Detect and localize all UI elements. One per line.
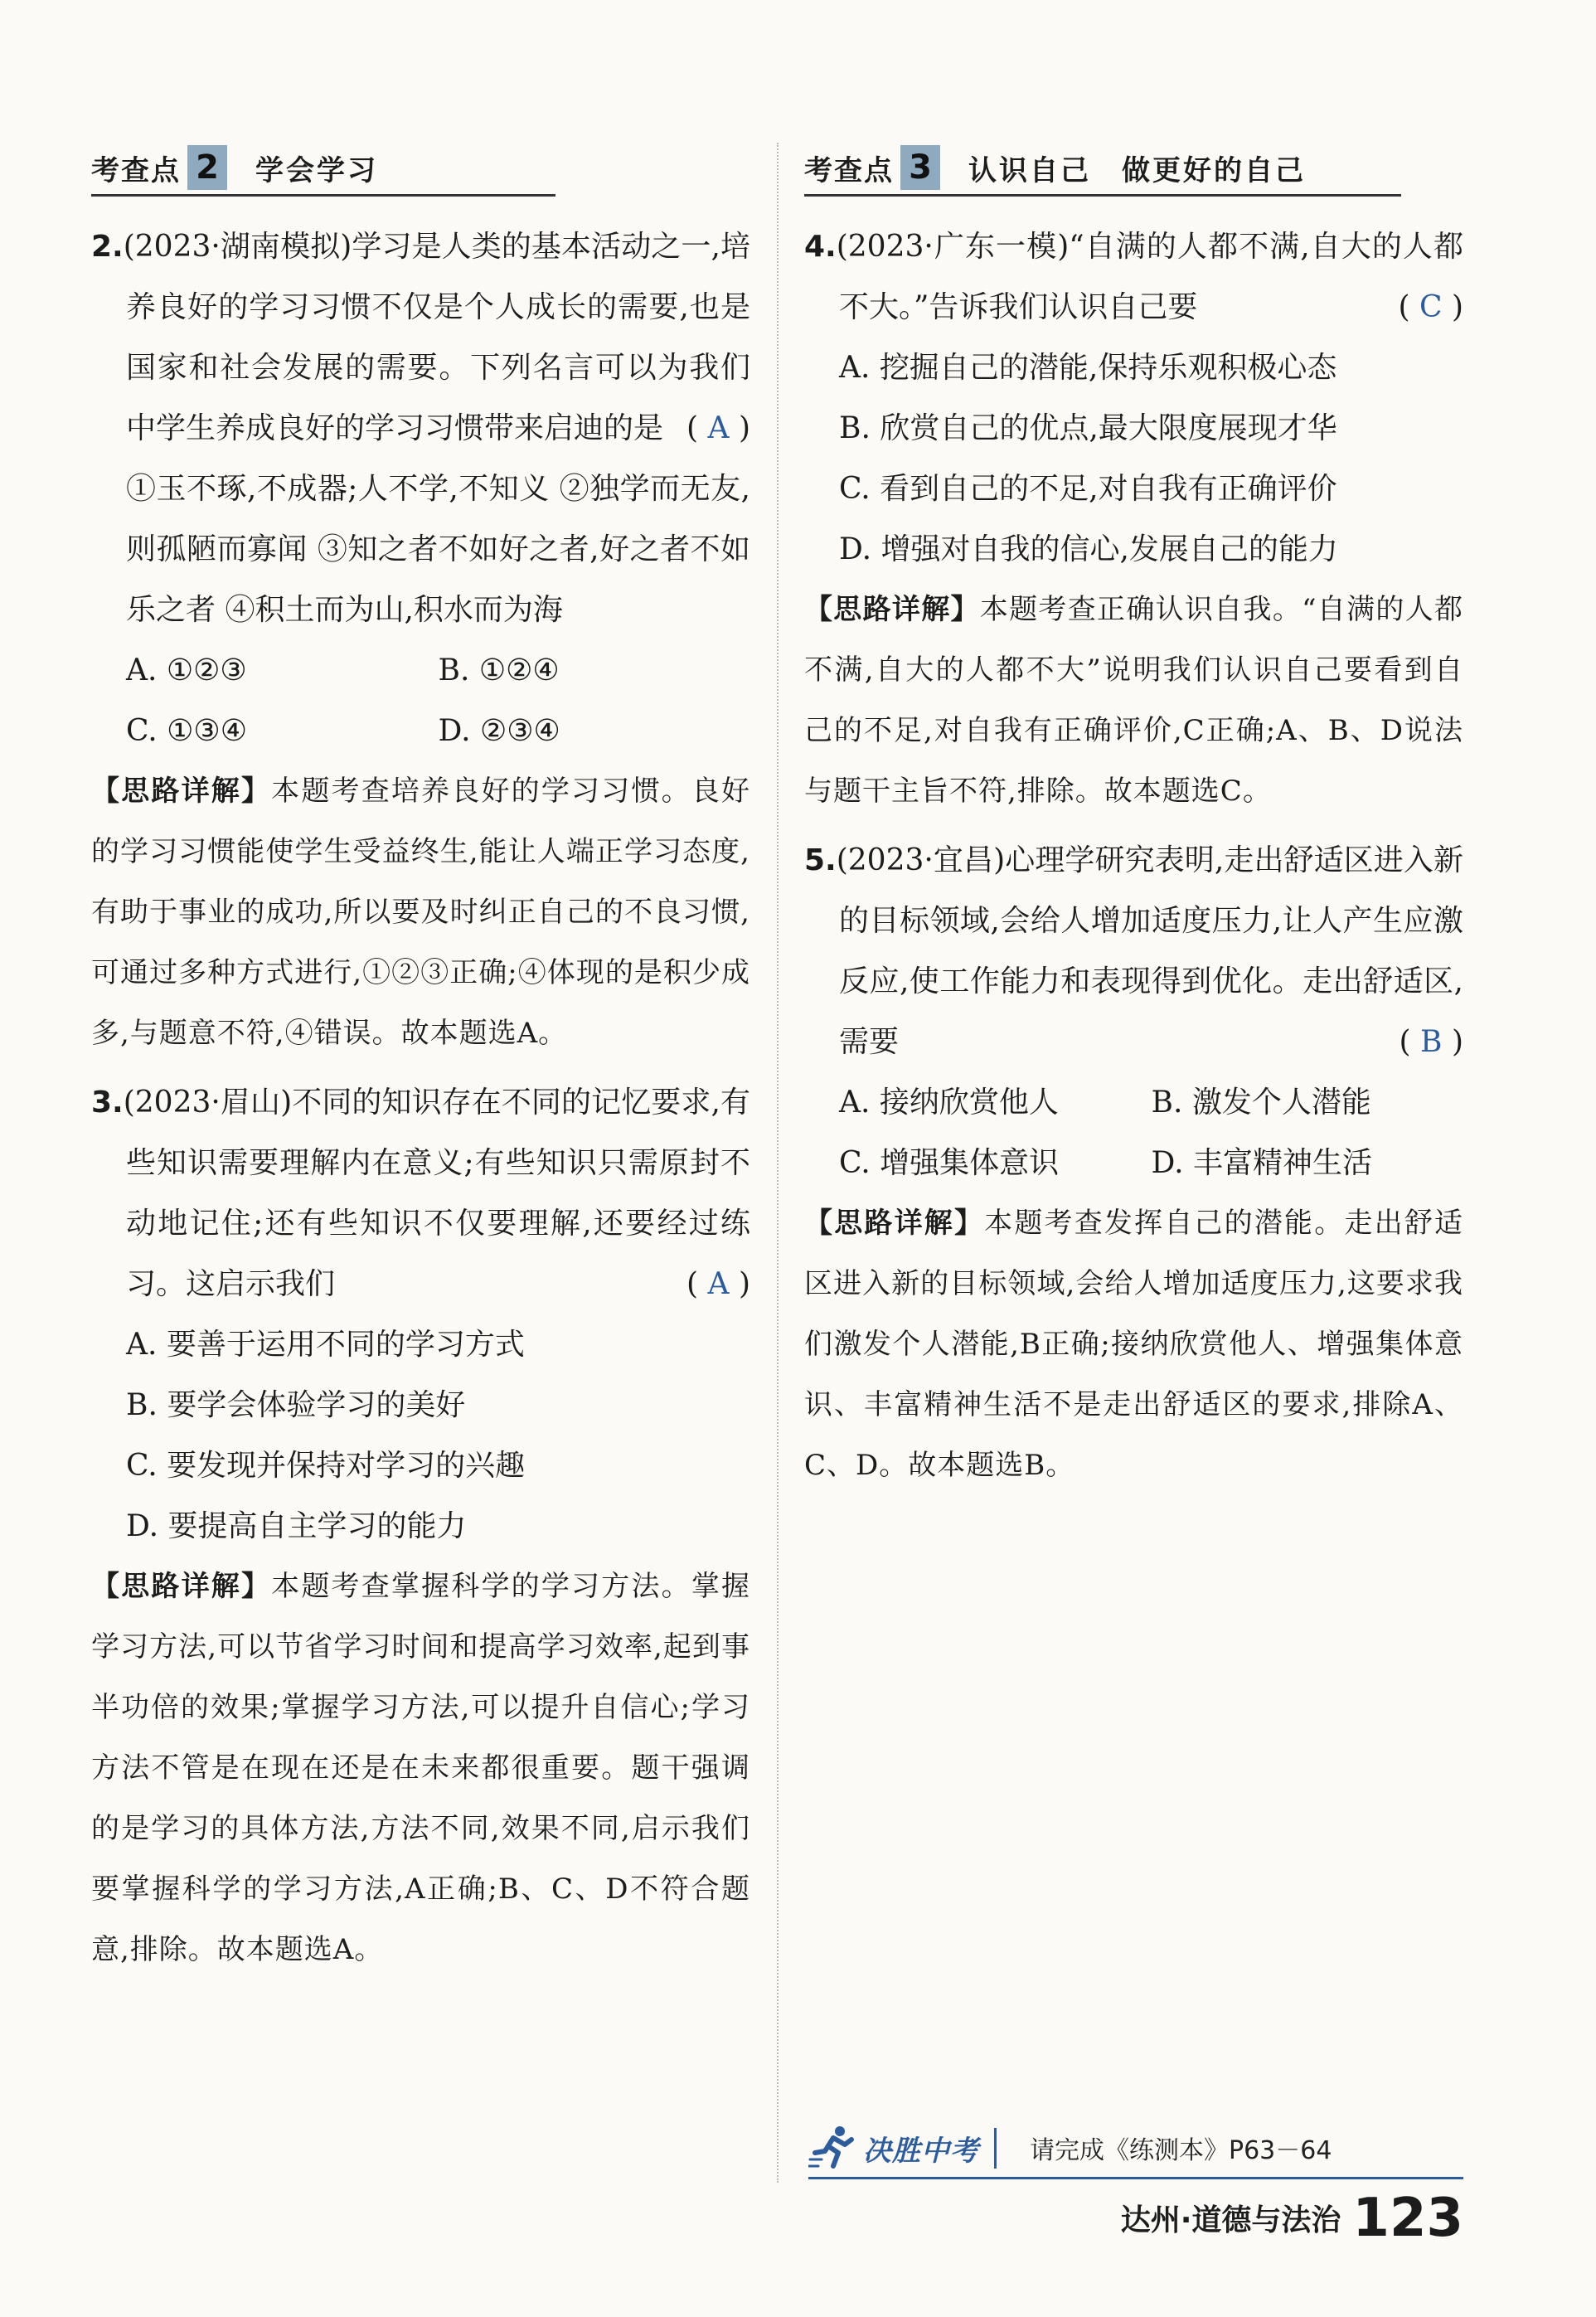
option-a: A. ①②③ — [126, 653, 247, 687]
question-5 — [804, 830, 1463, 1496]
section-title: 学会学习 — [255, 153, 378, 187]
question-stem — [91, 216, 750, 459]
option-d: D. 要提高自主学习的能力 — [126, 1509, 467, 1543]
left-column — [91, 141, 750, 1989]
option-a: A. 接纳欣赏他人 — [839, 1086, 1059, 1120]
question-statements: ①玉不琢,不成器;人不学,不知义 ②独学而无友,则孤陋而寡闻 ③知之者不如好之者,好之者不如乐之者 ④积土而为山,积水而为海 — [126, 472, 750, 627]
answer-letter: B — [1420, 1025, 1443, 1059]
right-column — [804, 141, 1463, 1504]
options — [91, 640, 750, 761]
explanation — [804, 1193, 1463, 1496]
footer-brand-bar — [808, 2119, 1463, 2179]
option-d: D. 丰富精神生活 — [1151, 1146, 1372, 1180]
question-number: 3. — [91, 1086, 124, 1120]
question-2 — [91, 216, 750, 1064]
option-b: B. 激发个人潜能 — [1151, 1086, 1371, 1120]
option-b: B. ①②④ — [438, 653, 560, 687]
section-label: 考查点 — [91, 153, 181, 187]
region-subject: 达州·道德与法治 — [1120, 2203, 1341, 2237]
answer-letter: A — [707, 1267, 730, 1301]
explanation-tag: 【思路详解】 — [804, 593, 980, 626]
practice-note: 请完成《练测本》P63－64 — [1030, 2136, 1332, 2165]
option-b: B. 要学会体验学习的美好 — [126, 1388, 466, 1422]
section-label: 考查点 — [804, 153, 894, 187]
option-c: C. 看到自己的不足,对自我有正确评价 — [839, 472, 1337, 506]
question-3 — [91, 1072, 750, 1980]
answer-mark: ( A ) — [686, 1267, 750, 1301]
options — [804, 338, 1463, 580]
answer-mark: ( C ) — [1398, 290, 1463, 324]
column-divider — [777, 143, 779, 2183]
option-a: A. 要善于运用不同的学习方式 — [126, 1328, 525, 1362]
question-number: 4. — [804, 230, 837, 264]
option-b: B. 欣赏自己的优点,最大限度展现才华 — [839, 411, 1337, 445]
explanation-text: 本题考查培养良好的学习习惯。良好的学习习惯能使学生受益终生,能让人端正学习态度,有助于事业的成功,所以要及时纠正自己的不良习惯,可通过多种方式进行,①②③正确;④体现的是积少成多,与题意不符,④错误。故本题选A。 — [91, 775, 751, 1050]
page-number: 123 — [1352, 2188, 1463, 2249]
question-stem — [91, 1072, 750, 1314]
explanation-tag: 【思路详解】 — [91, 775, 272, 808]
option-c: C. ①③④ — [126, 714, 247, 748]
question-stem — [804, 830, 1463, 1072]
section-number: 2 — [187, 145, 227, 190]
answer-mark: ( A ) — [686, 411, 750, 445]
explanation — [91, 1557, 750, 1980]
explanation-tag: 【思路详解】 — [91, 1570, 272, 1603]
runner-icon — [808, 2123, 858, 2173]
option-a: A. 挖掘自己的潜能,保持乐观积极心态 — [839, 351, 1337, 385]
brand-name: 决胜中考 — [863, 2128, 997, 2169]
option-d: D. 增强对自我的信心,发展自己的能力 — [839, 532, 1338, 566]
question-text: (2023·湖南模拟)学习是人类的基本活动之一,培养良好的学习习惯不仅是个人成长的需要,也是国家和社会发展的需要。下列名言可以为我们中学生养成良好的学习习惯带来启迪的是 — [123, 230, 750, 445]
question-stem — [804, 216, 1463, 338]
explanation-text: 本题考查正确认识自我。“自满的人都不满,自大的人都不大”说明我们认识自己要看到自己的不足,对自我有正确评价,C正确;A、B、D说法与题干主旨不符,排除。故本题选C。 — [804, 593, 1463, 808]
answer-mark: ( B ) — [1399, 1025, 1463, 1059]
options — [804, 1072, 1463, 1193]
answer-letter: C — [1419, 290, 1443, 324]
option-c: C. 要发现并保持对学习的兴趣 — [126, 1449, 526, 1483]
section-header — [91, 141, 555, 197]
option-d: D. ②③④ — [438, 714, 560, 748]
page-footer — [1121, 2189, 1463, 2247]
section-header — [804, 141, 1401, 197]
option-c: C. 增强集体意识 — [839, 1146, 1060, 1180]
section-number: 3 — [900, 145, 940, 190]
explanation-tag: 【思路详解】 — [804, 1207, 985, 1240]
explanation — [91, 761, 750, 1064]
explanation-text: 本题考查发挥自己的潜能。走出舒适区进入新的目标领域,会给人增加适度压力,这要求我们激发个人潜能,B正确;接纳欣赏他人、增强集体意识、丰富精神生活不是走出舒适区的要求,排除A、C、D。故本题选B。 — [804, 1207, 1464, 1482]
question-text: (2023·宜昌)心理学研究表明,走出舒适区进入新的目标领域,会给人增加适度压力,让人产生应激反应,使工作能力和表现得到优化。走出舒适区,需要 — [836, 843, 1463, 1059]
question-text: (2023·广东一模)“自满的人都不满,自大的人都不大。”告诉我们认识自己要 — [836, 230, 1463, 324]
question-number: 2. — [91, 230, 124, 264]
answer-letter: A — [707, 411, 730, 445]
section-title: 认识自己 做更好的自己 — [968, 153, 1306, 187]
options — [91, 1314, 750, 1557]
explanation-text: 本题考查掌握科学的学习方法。掌握学习方法,可以节省学习时间和提高学习效率,起到事半功倍的效果;掌握学习方法,可以提升自信心;学习方法不管是在现在还是在未来都很重要。题干强调的是学习的具体方法,方法不同,效果不同,启示我们要掌握科学的学习方法,A正确;B、C、D不符合题意,排除。故本题选A。 — [91, 1570, 751, 1966]
question-4 — [804, 216, 1463, 822]
explanation — [804, 580, 1463, 822]
question-text: (2023·眉山)不同的知识存在不同的记忆要求,有些知识需要理解内在意义;有些知识只需原封不动地记住;还有些知识不仅要理解,还要经过练习。这启示我们 — [123, 1086, 750, 1301]
question-number: 5. — [804, 843, 837, 877]
